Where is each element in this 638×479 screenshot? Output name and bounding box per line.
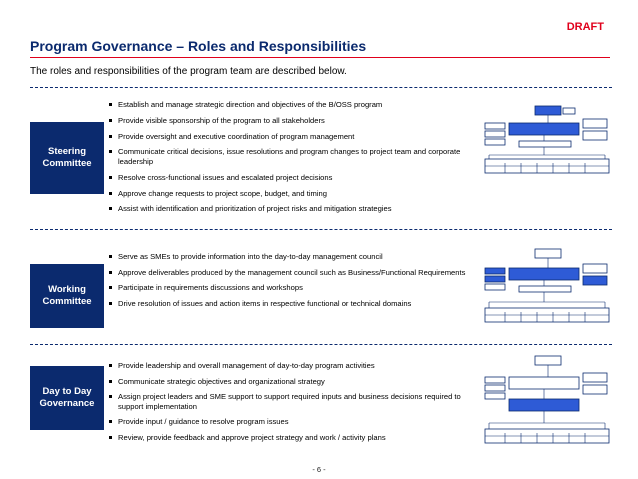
day-to-day-governance-bullets (108, 361, 473, 449)
page-subtitle: The roles and responsibilities of the program team are described below. (30, 66, 347, 77)
bullet-item: Provide leadership and overall management of day-to-day program activities (108, 361, 473, 371)
bullet-item: Approve deliverables produced by the management council such as Business/Functional Requirements (108, 268, 473, 278)
section-divider (30, 344, 612, 345)
bullet-item: Serve as SMEs to provide information into the day-to-day management council (108, 252, 473, 262)
section-divider (30, 229, 612, 230)
day-to-day-governance-label (30, 366, 104, 430)
steering-committee-bullets (108, 100, 473, 220)
bullet-item: Provide visible sponsorship of the program to all stakeholders (108, 116, 473, 126)
title-divider (30, 57, 610, 58)
section-divider (30, 87, 612, 88)
section-label-line: Committee (42, 158, 92, 169)
section-label-line: Day to Day (42, 386, 92, 397)
page-title: Program Governance – Roles and Responsibilities (30, 38, 367, 54)
page-number: - 6 - (312, 465, 326, 474)
section-label-line: Working (48, 284, 86, 295)
org-chart-icon (479, 248, 614, 328)
bullet-item: Drive resolution of issues and action items in respective functional or technical domains (108, 299, 473, 309)
steering-committee-label (30, 122, 104, 194)
bullet-item: Review, provide feedback and approve project strategy and work / activity plans (108, 433, 473, 443)
bullet-item: Communicate strategic objectives and organizational strategy (108, 377, 473, 387)
bullet-item: Resolve cross-functional issues and escalated project decisions (108, 173, 473, 183)
working-committee-bullets (108, 252, 473, 314)
section-label-line: Steering (47, 146, 86, 157)
section-label-line: Governance (39, 398, 95, 409)
bullet-item: Provide oversight and executive coordination of program management (108, 132, 473, 142)
section-label-line: Committee (42, 296, 92, 307)
bullet-item: Approve change requests to project scope, budget, and timing (108, 189, 473, 199)
bullet-item: Provide input / guidance to resolve program issues (108, 417, 473, 427)
org-chart-icon (479, 355, 614, 447)
bullet-item: Participate in requirements discussions and workshops (108, 283, 473, 293)
bullet-item: Communicate critical decisions, issue resolutions and program changes to project team and corporate leadership (108, 147, 473, 166)
bullet-item: Assist with identification and prioritization of project risks and mitigation strategies (108, 204, 473, 214)
org-chart-icon (479, 105, 614, 181)
bullet-item: Establish and manage strategic direction and objectives of the B/OSS program (108, 100, 473, 110)
bullet-item: Assign project leaders and SME support to support required inputs and business decisions required to support implementation (108, 392, 473, 411)
draft-label: DRAFT (566, 21, 604, 33)
working-committee-label (30, 264, 104, 328)
